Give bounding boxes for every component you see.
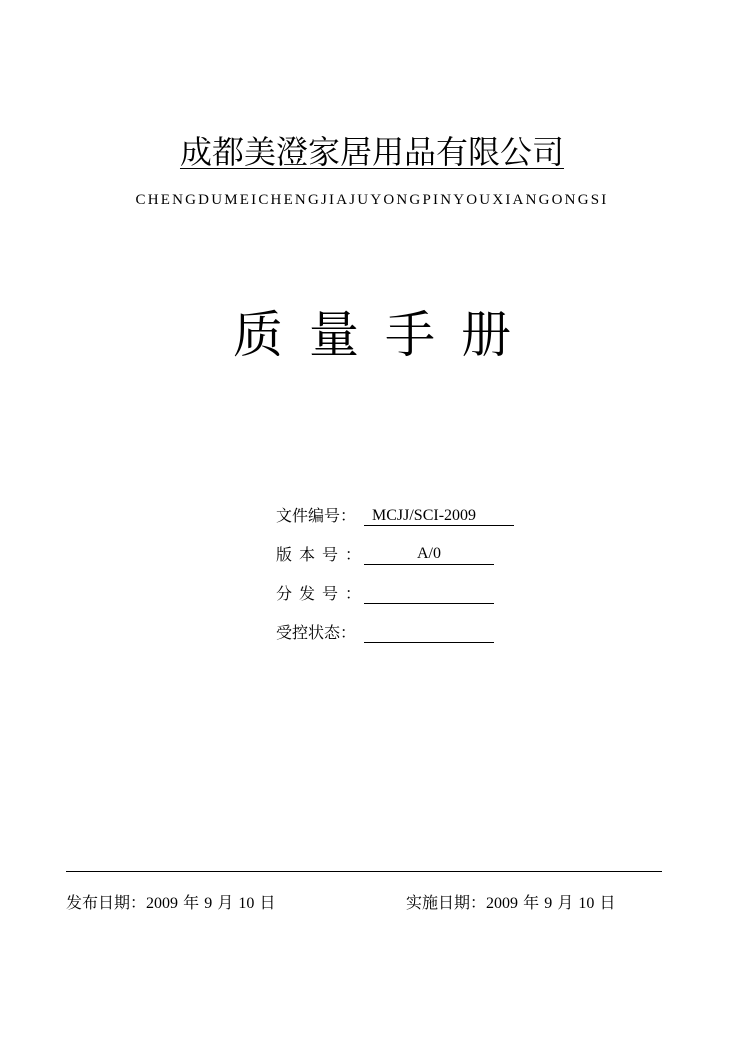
effective-month: 9 — [544, 895, 553, 912]
effective-day-unit: 日 — [599, 893, 616, 912]
issue-day: 10 — [238, 895, 255, 912]
effective-year-unit: 年 — [523, 893, 540, 912]
issue-year: 2009 — [146, 895, 179, 912]
issue-year-unit: 年 — [183, 893, 200, 912]
issue-month: 9 — [204, 895, 213, 912]
version-label: 版本号： — [276, 545, 369, 564]
version-value: A/0 — [364, 544, 494, 565]
footer-divider — [66, 871, 662, 872]
document-title: 质量手册 — [233, 306, 537, 364]
issue-date-label: 发布日期： — [66, 893, 147, 912]
issue-day-unit: 日 — [259, 893, 276, 912]
control-status-value — [364, 622, 494, 643]
distribution-value — [364, 583, 494, 604]
doc-number-value: MCJJ/SCI-2009 — [364, 506, 514, 526]
control-status-label: 受控状态： — [276, 623, 357, 642]
effective-date-label: 实施日期： — [406, 893, 487, 912]
issue-month-unit: 月 — [217, 893, 234, 912]
effective-month-unit: 月 — [557, 893, 574, 912]
control-status-row — [276, 619, 514, 643]
effective-year: 2009 — [486, 895, 519, 912]
effective-date — [406, 892, 616, 915]
distribution-row — [276, 580, 514, 604]
company-pinyin: CHENGDUMEICHENGJIAJUYONGPINYOUXIANGONGSI — [135, 192, 609, 208]
company-name — [0, 130, 744, 174]
distribution-label: 分发号： — [276, 584, 369, 603]
doc-number-row — [276, 502, 514, 526]
version-row — [276, 541, 514, 565]
issue-date — [66, 892, 276, 915]
doc-number-label: 文件编号： — [276, 506, 357, 525]
company-name-text: 成都美澄家居用品有限公司 — [179, 133, 564, 171]
document-info-block — [276, 502, 514, 658]
effective-day: 10 — [578, 895, 595, 912]
